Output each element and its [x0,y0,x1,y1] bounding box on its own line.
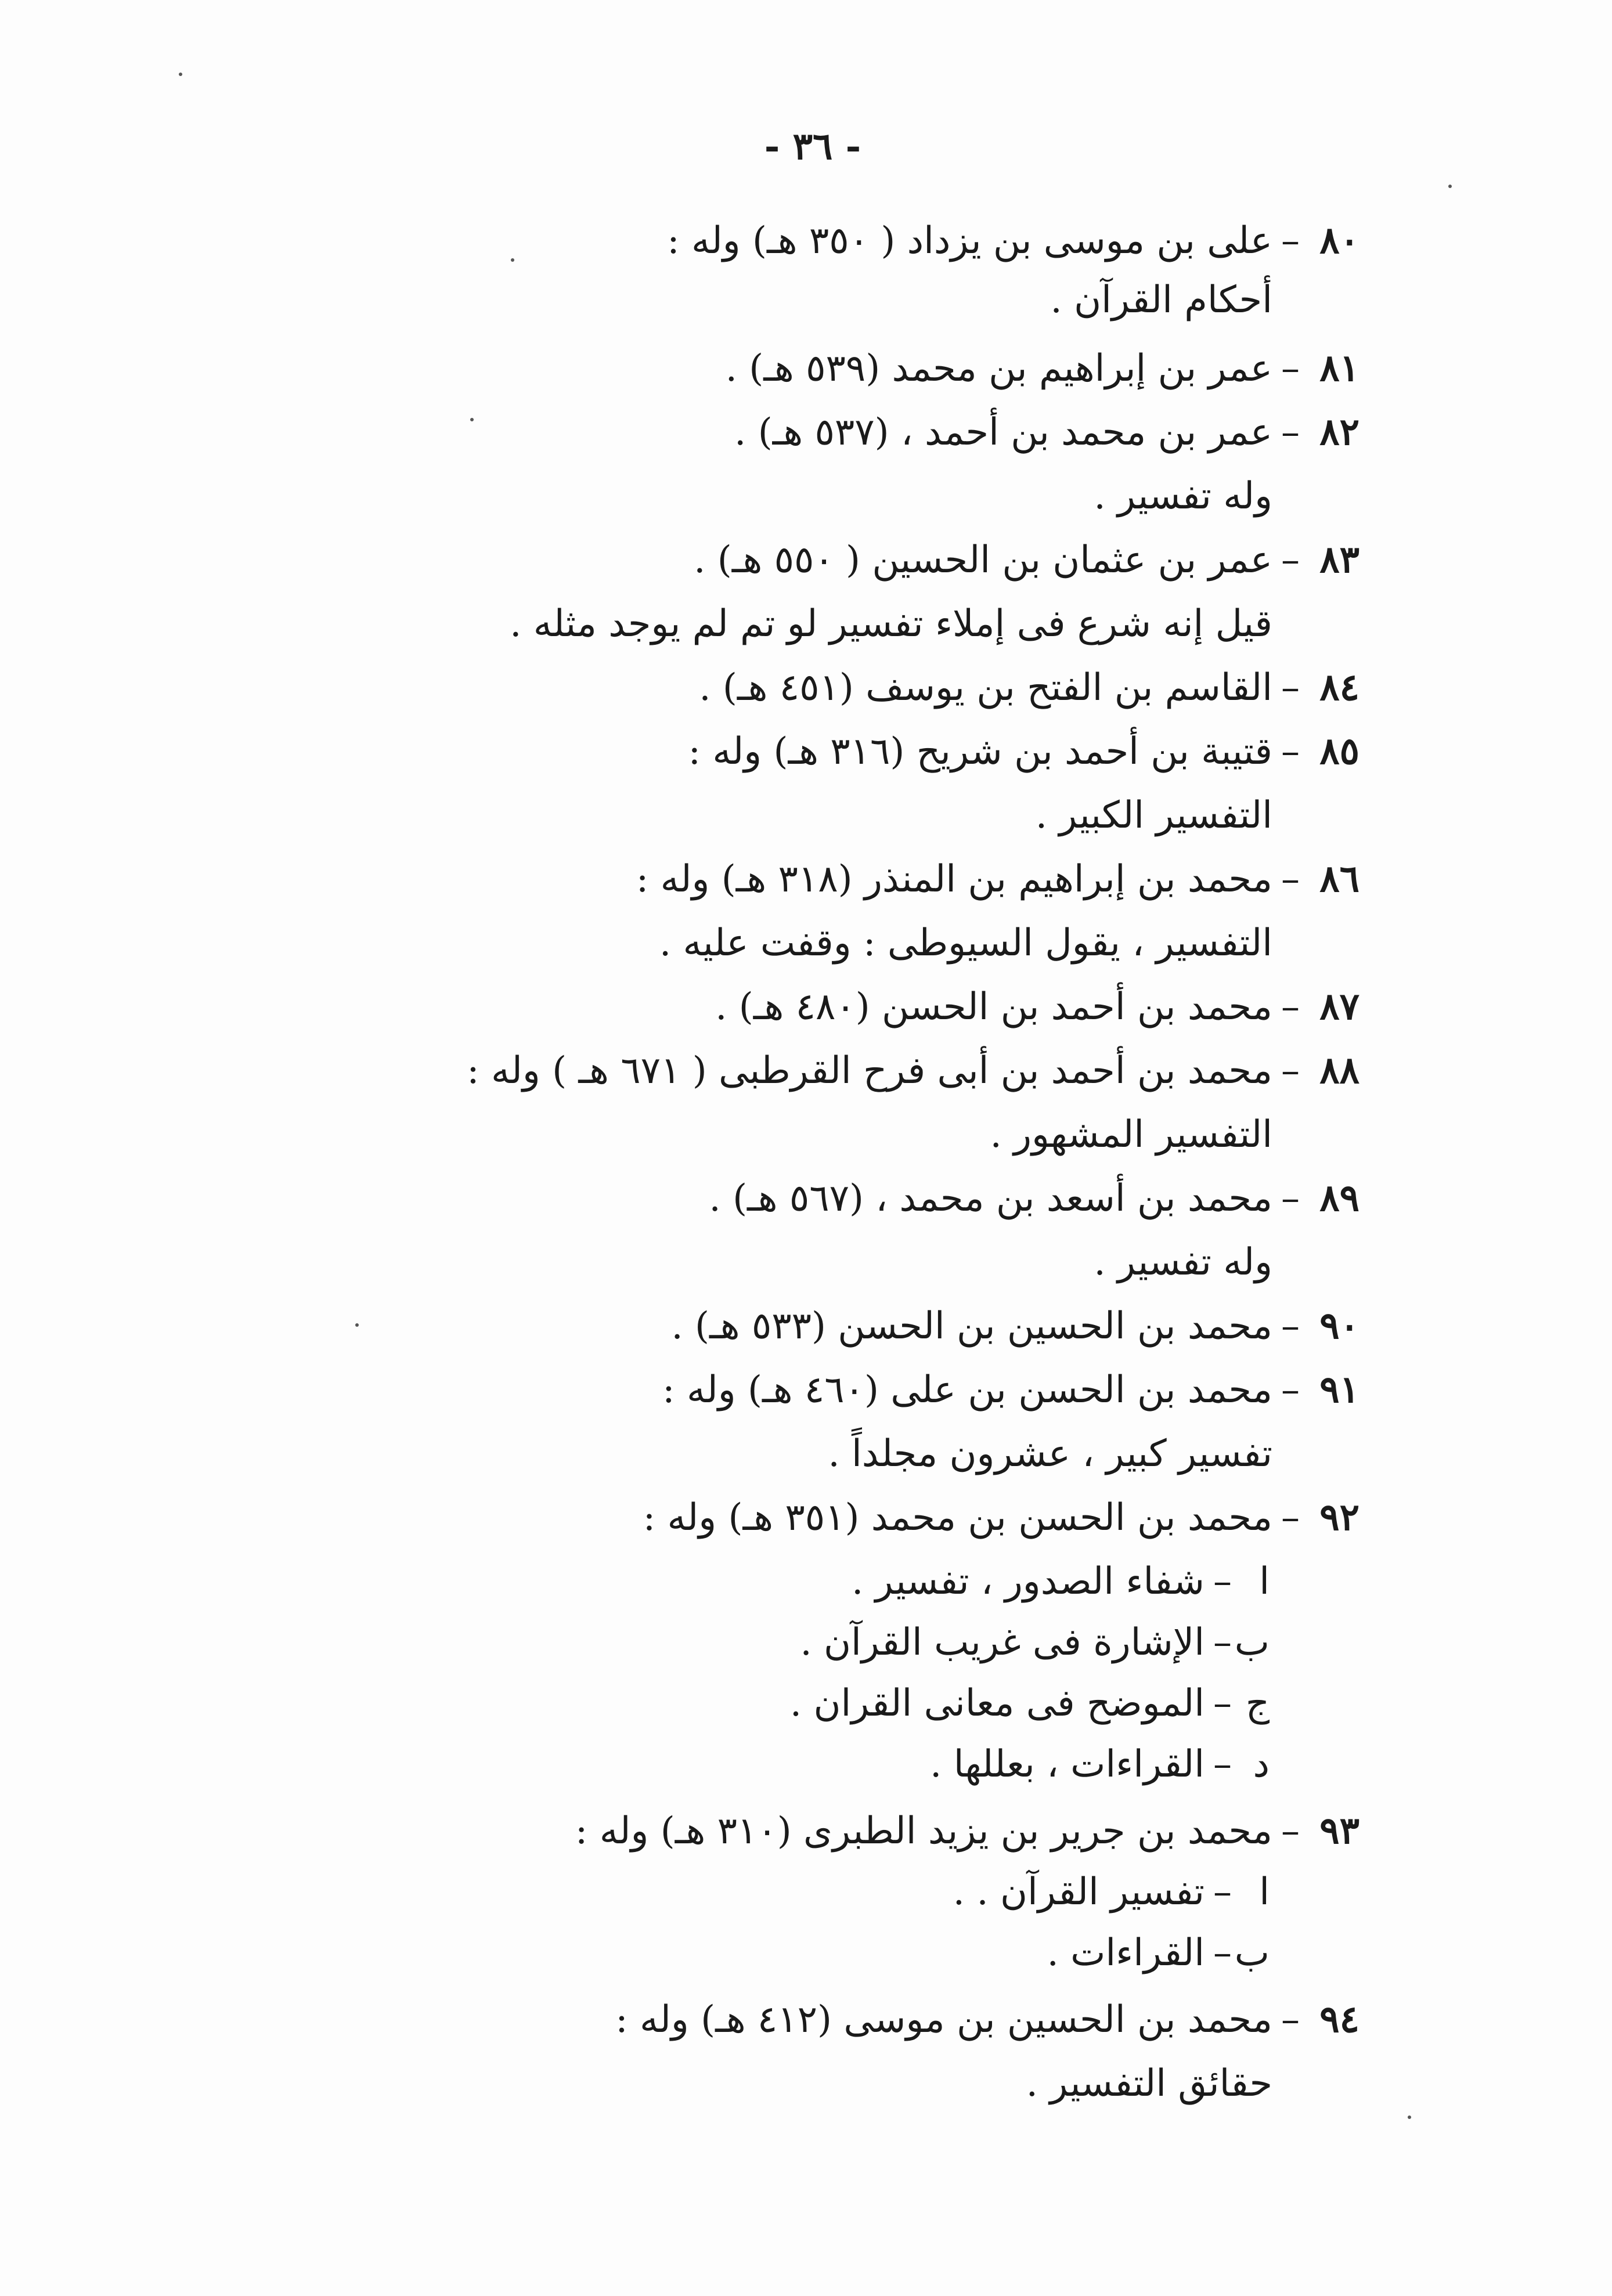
entry-89 [709,1169,1359,1228]
entry-text: محمد بن الحسين بن موسى (٤١٢ هـ) وله : [615,1998,1272,2041]
entry-desc: التفسير ، يقول السيوطى : وقفت عليه . [659,922,1272,965]
sub-item [1047,1924,1270,1982]
entry-dash: – [1213,1871,1232,1914]
scan-speck [1408,2116,1411,2119]
entry-dash: – [1281,411,1300,454]
entry-number: ٩١ [1319,1368,1359,1411]
sub-item-text: القراءات ، بعللها . [930,1743,1205,1786]
entry-93 [575,1802,1359,1860]
entry-dash: – [1281,1998,1300,2041]
entry-dash: – [1281,985,1300,1028]
sub-item-text: الموضح فى معانى القران . [789,1682,1205,1725]
entry-number: ٨٣ [1319,538,1359,582]
entry-dash: – [1213,1743,1232,1786]
entry-86 [636,850,1359,908]
entry-number: ٨٢ [1319,410,1359,454]
entry-dash: – [1281,1305,1300,1348]
sub-item-letter: ا [1259,1871,1270,1914]
entry-dash: – [1281,858,1300,901]
entry-82 [734,403,1359,461]
sub-item-letter: ب [1234,1621,1270,1664]
entry-text: محمد بن أحمد بن الحسن (٤٨٠ هـ) . [715,985,1272,1028]
entry-desc: التفسير الكبير . [1035,794,1272,837]
entry-92 [643,1489,1359,1547]
entry-80 [667,212,1359,270]
entry-number: ٨٠ [1319,219,1359,262]
entry-number: ٨١ [1319,346,1359,390]
entry-91 [662,1361,1359,1419]
entry-dash: – [1281,1810,1300,1853]
sub-item-letter: ج [1245,1682,1270,1725]
entry-text: على بن موسى بن يزداد ( ٣٥٠ هـ) وله : [667,219,1272,262]
entry-84 [699,659,1359,717]
entry-number: ٨٥ [1319,730,1359,773]
entry-dash: – [1281,1177,1300,1220]
entry-dash: – [1281,347,1300,390]
entry-text: محمد بن الحسن بن على (٤٦٠ هـ) وله : [662,1369,1272,1411]
entry-number: ٨٩ [1319,1176,1359,1220]
entry-desc: قيل إنه شرع فى إملاء تفسير لو تم لم يوجد مثله . [510,602,1272,645]
entry-text: محمد بن الحسين بن الحسن (٥٣٣ هـ) . [671,1305,1272,1348]
scan-speck [179,73,182,76]
entry-88 [467,1042,1359,1100]
sub-item [800,1613,1270,1672]
entry-number: ٩٢ [1319,1496,1359,1539]
entry-desc: التفسير المشهور . [990,1113,1272,1156]
entry-number: ٨٨ [1319,1049,1359,1092]
sub-item-text: شفاء الصدور ، تفسير . [851,1560,1205,1603]
sub-item [790,1674,1270,1732]
sub-item-letter: د [1253,1743,1270,1786]
sub-item-letter: ا [1259,1560,1270,1603]
entry-90 [671,1297,1359,1355]
entry-desc: حقائق التفسير . [1026,2062,1272,2105]
entry-text: عمر بن محمد بن أحمد ، (٥٣٧ هـ) . [734,411,1272,454]
entry-text: القاسم بن الفتح بن يوسف (٤٥١ هـ) . [699,666,1272,709]
sub-item-text: تفسير القرآن . . [953,1871,1205,1914]
entry-dash: – [1213,1621,1232,1664]
entry-number: ٨٦ [1319,857,1359,901]
entry-number: ٩٤ [1319,1998,1359,2041]
scan-speck [355,1323,359,1327]
entry-dash: – [1213,1932,1232,1974]
sub-item [930,1735,1270,1793]
page-number: - ٣٦ - [764,125,861,168]
entry-text: محمد بن جرير بن يزيد الطبرى (٣١٠ هـ) وله : [575,1810,1272,1853]
entry-dash: – [1281,539,1300,582]
sub-item [953,1863,1270,1921]
entry-81 [726,340,1359,398]
entry-dash: – [1281,1049,1300,1092]
scan-speck [1448,185,1452,188]
sub-item-text: الإشارة فى غريب القرآن . [800,1621,1205,1664]
entry-desc: وله تفسير . [1094,475,1272,518]
entry-dash: – [1213,1682,1232,1725]
scan-speck [470,418,474,421]
scan-speck [511,258,514,262]
entry-dash: – [1281,1496,1300,1539]
entry-83 [694,531,1359,589]
entry-desc: وله تفسير . [1094,1241,1272,1284]
entry-dash: – [1281,219,1300,262]
entry-number: ٩٠ [1319,1304,1359,1348]
entry-number: ٩٣ [1319,1809,1359,1853]
entry-dash: – [1281,730,1300,773]
entry-text: محمد بن إبراهيم بن المنذر (٣١٨ هـ) وله : [636,858,1272,901]
entry-text: محمد بن أحمد بن أبى فرح القرطبى ( ٦٧١ هـ ) وله : [467,1049,1272,1092]
sub-item [852,1553,1270,1611]
sub-item-letter: ب [1234,1932,1270,1974]
entry-text: قتيبة بن أحمد بن شريح (٣١٦ هـ) وله : [688,730,1272,773]
entry-text: عمر بن عثمان بن الحسين ( ٥٥٠ هـ) . [694,539,1272,582]
entry-number: ٨٤ [1319,666,1359,709]
entry-94 [615,1991,1359,2049]
sub-item-text: القراءات . [1047,1932,1205,1974]
entry-text: عمر بن إبراهيم بن محمد (٥٣٩ هـ) . [725,347,1272,390]
entry-text: محمد بن أسعد بن محمد ، (٥٦٧ هـ) . [709,1177,1272,1220]
entry-desc: تفسير كبير ، عشرون مجلداً . [828,1432,1272,1475]
entry-desc: أحكام القرآن . [1050,279,1272,322]
entry-87 [715,978,1359,1036]
entry-number: ٨٧ [1319,985,1359,1028]
entry-85 [688,723,1360,781]
entry-dash: – [1281,666,1300,709]
entry-text: محمد بن الحسن بن محمد (٣٥١ هـ) وله : [643,1496,1272,1539]
entry-dash: – [1213,1560,1232,1603]
entry-dash: – [1281,1369,1300,1411]
